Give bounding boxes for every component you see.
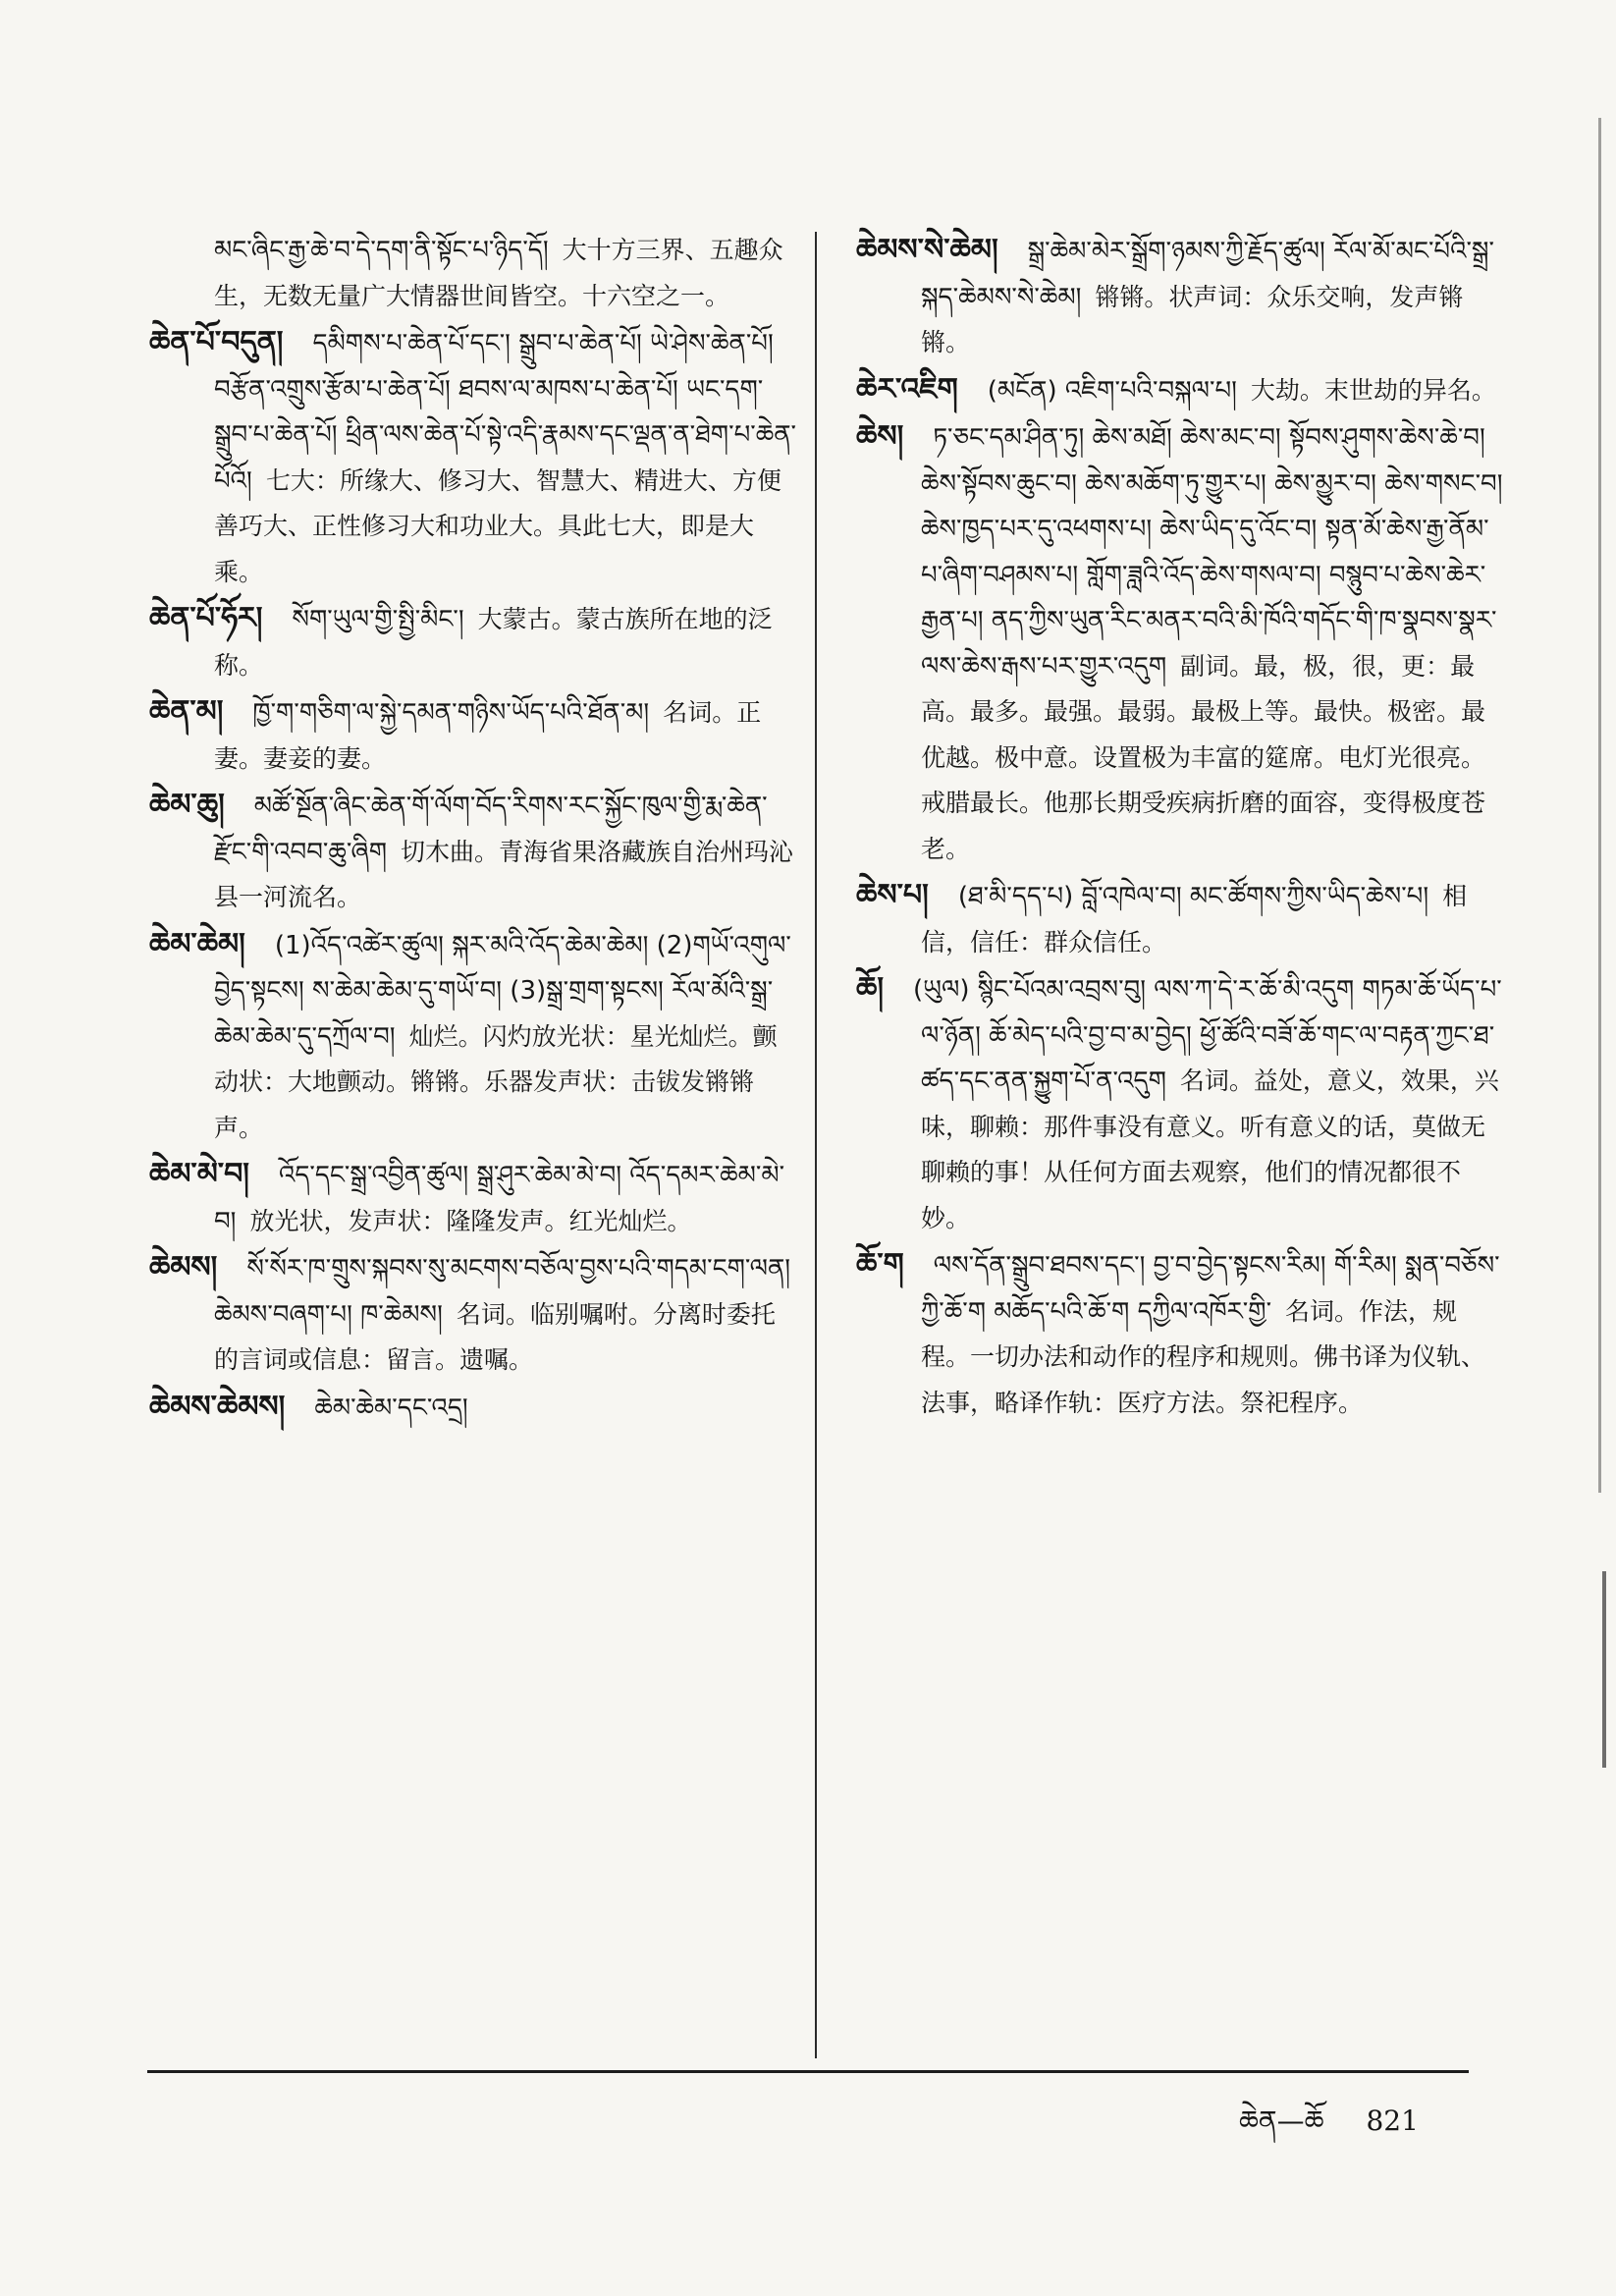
dictionary-entry bbox=[149, 1152, 797, 1244]
dictionary-entry bbox=[149, 596, 797, 688]
entry-chinese-definition: 大蒙古。蒙古族所在地的泛称。 bbox=[214, 605, 773, 680]
entry-headword: ཆེས། bbox=[856, 419, 904, 454]
dictionary-entry bbox=[149, 783, 797, 921]
scan-edge-mark bbox=[1602, 1571, 1606, 1768]
entry-headword: ཆེར་འཇིག bbox=[856, 371, 958, 407]
entry-headword: ཆེམས། bbox=[149, 1250, 218, 1285]
dictionary-entry bbox=[149, 1385, 797, 1432]
dictionary-entry bbox=[149, 922, 797, 1152]
entry-tibetan-definition: སོག་ཡུལ་གྱི་སྤྱི་མིང་། bbox=[292, 605, 464, 634]
entry-tibetan-definition: དམིགས་པ་ཆེན་པོ་དང་། སྒྲུབ་པ་ཆེན་པོ། ཡེ་ཤེས་ཆེན་པོ། བརྩོན་འགྲུས་རྩོམ་པ་ཆེན་པོ། ཐབས་ལ་མཁས་པ་ཆེན་པོ། ཡང་དག་སྒྲུབ་པ་ཆེན་པོ། ཕྲིན་ལས་ཆེན་པོ་སྟེ་འདི་རྣམས་དང་ལྡན་ན་ཐེག་པ་ཆེན་པོའོ། bbox=[214, 329, 797, 496]
entry-headword: ཆེམས་སེ་ཆེམ། bbox=[856, 233, 998, 267]
entry-chinese-definition: 大劫。末世劫的异名。 bbox=[1250, 375, 1496, 405]
dictionary-entry bbox=[856, 414, 1504, 872]
entry-chinese-definition: 副词。最，极，很，更：最高。最多。最强。最弱。最极上等。最快。极密。最优越。极中意。设置极为丰富的筵席。电灯光很亮。戒腊最长。他那长期受疾病折磨的面容，变得极度苍老。 bbox=[921, 651, 1486, 863]
entry-chinese-definition: 名词。正妻。妻妾的妻。 bbox=[214, 698, 762, 773]
entry-tibetan-definition: ཆེམ་ཆེམ་དང་འདྲ། bbox=[314, 1393, 468, 1423]
entry-tibetan-definition: (ཡུལ) སྙིང་པོའམ་འབྲས་བུ། ལས་ཀ་དེ་ར་ཆོ་མི་འདུག གཏམ་ཆོ་ཡོད་པ་ལ་ཉོན། ཆོ་མེད་པའི་བྱ་བ་མ་བྱེད། ཕྱོ་ཚོའི་བཟོ་ཆོ་གང་ལ་བརྟན་ཀྱང་ཐ་ཚད་དང་ནན་སྐྱུག་པོ་ན་འདུག bbox=[913, 975, 1502, 1096]
entry-headword: ཆེན་པོ་ཧོར། bbox=[149, 601, 263, 635]
entry-chinese-definition: 锵锵。状声词：众乐交响，发声锵锵。 bbox=[921, 282, 1464, 356]
entry-tibetan-definition: ལས་དོན་སྒྲུབ་ཐབས་དང་། བྱ་བ་བྱེད་སྟངས་རིམ། གོ་རིམ། སྨན་བཅོས་ཀྱི་ཆོ་ག མཆོད་པའི་ཆོ་ག དཀྱིལ་འཁོར་གྱི་ bbox=[921, 1251, 1500, 1327]
entry-headword: ཆེན་མ། bbox=[149, 694, 224, 729]
entry-headword: ཆེན་པོ་བདུན། bbox=[149, 325, 284, 359]
page-number: 821 bbox=[1366, 2105, 1419, 2137]
page-footer bbox=[1239, 2090, 1419, 2167]
scan-edge-mark bbox=[1598, 118, 1601, 1493]
entry-chinese-definition: 七大：所缘大、修习大、智慧大、精进大、方便善巧大、正性修习大和功业大。具此七大，即是大乘。 bbox=[214, 465, 781, 586]
entry-headword: ཆེམ་མེ་བ། bbox=[149, 1157, 249, 1191]
dictionary-entry bbox=[149, 228, 797, 319]
entry-headword: ཆེམ་ཆེམ། bbox=[149, 926, 245, 961]
entry-tibetan-definition: (1)འོད་འཚེར་ཚུལ། སྐར་མའི་འོད་ཆེམ་ཆེམ། (2)གཡོ་འགུལ་བྱེད་སྟངས། ས་ཆེམ་ཆེམ་དུ་གཡོ་བ། (3)སྒྲ་གྲག་སྟངས། རོལ་མོའི་སྒྲ་ཆེམ་ཆེམ་དུ་དཀྲོལ་བ། bbox=[214, 930, 791, 1052]
dictionary-entry bbox=[856, 966, 1504, 1241]
footer-rule bbox=[147, 2070, 1469, 2073]
entry-tibetan-definition: མཚོ་སྔོན་ཞིང་ཆེན་གོ་ལོག་བོད་རིགས་རང་སྐྱོང་ཁུལ་གྱི་རྨ་ཆེན་རྫོང་གི་འབབ་ཆུ་ཞིག bbox=[214, 792, 768, 867]
entry-tibetan-definition: ཁྱོ་ག་གཅིག་ལ་སྐྱེ་དམན་གཉིས་ཡོད་པའི་ཐོན་མ། bbox=[252, 698, 650, 728]
entry-headword: ཆོ། bbox=[856, 971, 885, 1006]
dictionary-entry bbox=[856, 1242, 1504, 1426]
entry-chinese-definition: 名词。作法，规程。一切办法和动作的程序和规则。佛书译为仪轨、法事，略译作轨：医疗方法。祭祀程序。 bbox=[921, 1296, 1486, 1417]
entry-tibetan-definition: སྒྲ་ཆེམ་མེར་སྒྲོག་ཉམས་ཀྱི་རྗོད་ཚུལ། རོལ་མོ་མང་པོའི་སྒྲ་སྐད་ཆེམས་སེ་ཆེམ། bbox=[921, 237, 1494, 312]
dictionary-entry bbox=[149, 320, 797, 595]
entry-chinese-definition: 切木曲。青海省果洛藏族自治州玛沁县一河流名。 bbox=[214, 837, 794, 911]
entry-chinese-definition: 放光状，发声状：隆隆发声。红光灿烂。 bbox=[249, 1206, 692, 1235]
dictionary-entry bbox=[856, 228, 1504, 366]
entry-headword: ཆེམས་ཆེམས། bbox=[149, 1389, 286, 1424]
entry-chinese-definition: 灿烂。闪灼放光状：星光灿烂。颤动状：大地颤动。锵锵。乐器发声状：击钹发锵锵声。 bbox=[214, 1021, 778, 1142]
entry-chinese-definition: 名词。益处，意义，效果，兴味，聊赖：那件事没有意义。听有意义的话，莫做无聊赖的事！从任何方面去观察，他们的情况都很不妙。 bbox=[921, 1066, 1499, 1232]
right-column bbox=[856, 228, 1504, 1427]
entry-tibetan-definition: (ཐ་མི་དད་པ) བློ་འཁེལ་བ། མང་ཚོགས་ཀྱིས་ཡིད་ཆེས་པ། bbox=[957, 882, 1429, 911]
dictionary-entry bbox=[149, 1245, 797, 1384]
entry-chinese-definition: 大十方三界、五趣众生，无数无量广大情器世间皆空。十六空之一。 bbox=[214, 236, 783, 310]
dictionary-entry bbox=[149, 689, 797, 782]
entry-tibetan-definition: འོད་དང་སྒྲ་འབྱིན་ཚུལ། སྒྲ་ཤུར་ཆེམ་མེ་བ། འོད་དམར་ཆེམ་མེ་བ། bbox=[214, 1161, 785, 1236]
dictionary-entry bbox=[856, 873, 1504, 965]
entry-chinese-definition: 相信，信任：群众信任。 bbox=[921, 882, 1468, 957]
entry-headword: ཆོ་ག bbox=[856, 1247, 904, 1282]
dictionary-entry bbox=[856, 367, 1504, 414]
column-divider bbox=[815, 232, 817, 2058]
left-column bbox=[149, 228, 797, 1432]
entry-chinese-definition: 名词。临别嘱咐。分离时委托的言词或信息：留言。遗嘱。 bbox=[214, 1299, 776, 1374]
entry-tibetan-definition: སོ་སོར་ཁ་གྲུས་སྐབས་སུ་མངགས་བཅོལ་བྱས་པའི་གདམ་ངག་ལན། ཆེམས་བཞག་པ། ཁ་ཆེམས། bbox=[214, 1254, 791, 1330]
entry-headword: ཆེམ་ཆུ། bbox=[149, 788, 225, 822]
entry-tibetan-definition: མང་ཞིང་རྒྱ་ཆེ་བ་དེ་དག་ནི་སྟོང་པ་ཉིད་དོ། bbox=[214, 236, 549, 265]
entry-tibetan-definition: ཏ་ཅང་དམ་ཤིན་ཏུ། ཆེས་མཐོ། ཆེས་མང་བ། སྟོབས་ཤུགས་ཆེས་ཆེ་བ། ཆེས་སྟོབས་ཆུང་བ། ཆེས་མཆོག་ཏུ་གྱུར་པ། ཆེས་མྱུར་བ། ཆེས་གསང་བ། ཆེས་ཁྱད་པར་དུ་འཕགས་པ། ཆེས་ཡིད་དུ་འོང་བ། སྟན་མོ་ཆེས་རྒྱ་ནོམ་པ་ཞིག་བཤམས་པ། གློག་ཟླའི་འོད་ཆེས་གསལ་བ། བསྙུབ་པ་ཆེས་ཆེར་རྒྱན་པ། ནད་ཀྱིས་ཡུན་རིང་མནར་བའི་མི་ཁོའི་གདོང་གི་ཁ་སྣབས་སྣར་ལས་ཆེས་རྒས་པར་གྱུར་འདུག bbox=[921, 423, 1503, 682]
entry-tibetan-definition: (མངོན) འཇིག་པའི་བསྐལ་པ། bbox=[987, 375, 1237, 406]
page-range: ཆེན—ཆོ bbox=[1239, 2105, 1324, 2137]
entry-headword: ཆེས་པ། bbox=[856, 878, 929, 912]
